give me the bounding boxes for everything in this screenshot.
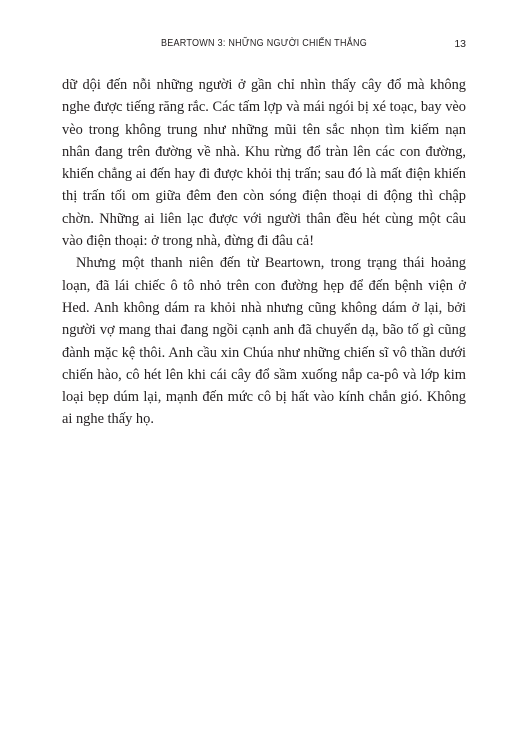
running-header xyxy=(62,36,466,52)
paragraph-continuation: dữ dội đến nỗi những người ở gần chỉ nhìn thấy cây đổ mà không nghe được tiếng răng rắc. Các tấm lợp và mái ngói bị xé toạc, bay vèo vèo trong không trung như những mũi tên sắc nhọn tìm kiếm nạn nhân đang trên đường về nhà. Khu rừng đổ tràn lên các con đường, khiến chẳng ai đến hay đi được khỏi thị trấn; sau đó là mất điện khiến thị trấn tối om giữa đêm đen còn sóng điện thoại di động thì chập chờn. Những ai liên lạc được với người thân đều hét cùng một câu vào điện thoại: ở trong nhà, đừng đi đâu cả! xyxy=(62,77,466,250)
body-text xyxy=(62,74,466,431)
paragraph: Nhưng một thanh niên đến từ Beartown, trong trạng thái hoảng loạn, đã lái chiếc ô tô nhỏ trên con đường hẹp để đến bệnh viện ở Hed. Anh không dám ra khỏi nhà nhưng cũng không dám ở lại, bởi người vợ mang thai đang ngồi cạnh anh đã chuyển dạ, bão tố gì cũng đành mặc kệ thôi. Anh cầu xin Chúa như những chiến sĩ vô thần dưới chiến hào, cô hét lên khi cái cây đổ sầm xuống nắp ca-pô và lớp kim loại bẹp dúm lại, mạnh đến mức cô bị hất vào kính chắn gió. Không ai nghe thấy họ. xyxy=(62,255,466,428)
book-title-header: BEARTOWN 3: NHỮNG NGƯỜI CHIẾN THẮNG xyxy=(160,38,368,49)
page-number: 13 xyxy=(454,38,466,50)
